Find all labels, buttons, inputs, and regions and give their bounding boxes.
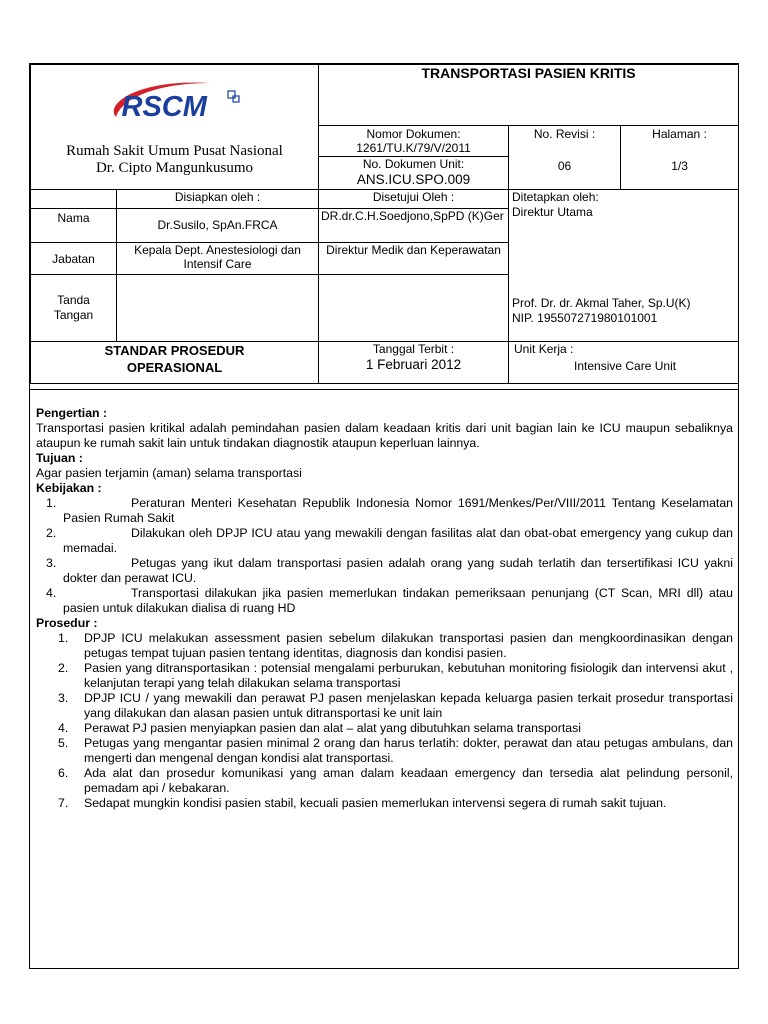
jabatan-disiapkan: Kepala Dept. Anestesiologi dan Intensif Care (117, 243, 319, 275)
jabatan-label: Jabatan (31, 243, 117, 275)
nama-disiapkan: Dr.Susilo, SpAn.FRCA (117, 209, 319, 243)
no-dokumen-unit-cell (319, 157, 509, 190)
nomor-dokumen-value: 1261/TU.K/79/V/2011 (356, 141, 471, 155)
list-item (36, 796, 733, 811)
tanda-tangan-label-line1: Tanda (57, 293, 90, 307)
kebijakan-heading: Kebijakan : (36, 481, 102, 495)
list-item-text: Petugas yang ikut dalam transportasi pasien adalah orang yang sudah terlatih dan tersertifikasi ICU yakni dokter dan perawat ICU. (63, 556, 733, 585)
list-item-number: 1. (46, 496, 57, 510)
ditetapkan-cell (509, 190, 739, 342)
ditetapkan-nip: NIP. 195507271980101001 (512, 311, 658, 325)
list-item-number: 4. (58, 721, 69, 735)
no-revisi-cell (509, 126, 621, 190)
list-item-number: 4. (46, 586, 57, 600)
document-page (29, 63, 739, 969)
halaman-label: Halaman : (652, 127, 707, 141)
list-item-text: Peraturan Menteri Kesehatan Republik Indonesia Nomor 1691/Menkes/Per/VIII/2011 Tentang Keselamatan Pasien Rumah Sakit (63, 496, 733, 525)
prosedur-list (36, 631, 733, 811)
list-item-text: Pasien yang ditransportasikan : potensial mengalami perburukan, kebutuhan monitoring fisiologik dan intervensi akut , kelanjutan terapi yang telah dilakukan selama transportasi (84, 661, 733, 690)
disiapkan-label: Disiapkan oleh : (117, 190, 319, 209)
tujuan-heading: Tujuan : (36, 451, 83, 465)
list-item (36, 766, 733, 796)
list-item (36, 526, 733, 556)
disetujui-label: Disetujui Oleh : (319, 190, 509, 209)
tanda-tangan-disetujui (319, 275, 509, 342)
unit-kerja-label: Unit Kerja : (514, 342, 574, 356)
unit-kerja-value: Intensive Care Unit (574, 359, 677, 373)
document-title: TRANSPORTASI PASIEN KRITIS (319, 65, 739, 126)
header-separator-line (30, 389, 738, 390)
list-item-number: 2. (46, 526, 57, 540)
hospital-name (33, 143, 316, 177)
list-item-text: Transportasi dilakukan jika pasien memerlukan tindakan pemeriksaan penunjang (CT Scan, MRI dll) atau pasien untuk dilakukan dialisa di ruang HD (63, 586, 733, 615)
tujuan-text: Agar pasien terjamin (aman) selama transportasi (36, 466, 302, 480)
list-item-number: 6. (58, 766, 69, 780)
list-item-text: Petugas yang mengantar pasien minimal 2 orang dan harus terlatih: dokter, perawat dan atau petugas ambulans, dan mengerti dan mengenal dengan kondisi alat transportasi. (84, 736, 733, 765)
list-item (36, 691, 733, 721)
kebijakan-list (36, 496, 733, 616)
ditetapkan-jabatan: Direktur Utama (512, 205, 593, 219)
tanggal-terbit-cell (319, 342, 509, 384)
sop-title-cell (31, 342, 319, 384)
list-item (36, 661, 733, 691)
list-item-number: 1. (58, 631, 69, 645)
list-item (36, 496, 733, 526)
ditetapkan-nama: Prof. Dr. dr. Akmal Taher, Sp.U(K) (512, 296, 691, 310)
sop-title-line1: STANDAR PROSEDUR (104, 343, 245, 358)
pengertian-heading: Pengertian : (36, 406, 108, 420)
tanda-tangan-label (31, 275, 117, 342)
tanda-tangan-disiapkan (117, 275, 319, 342)
document-header-table (30, 64, 739, 384)
list-item (36, 631, 733, 661)
rscm-logo (100, 73, 250, 133)
list-item-number: 2. (58, 661, 69, 675)
pengertian-text: Transportasi pasien kritikal adalah pemindahan pasien dalam keadaan kritis dari unit bagian lain ke ICU maupun sebaliknya ataupun ke rumah sakit lain untuk tindakan diagnostik ataupun keperluan lainnya. (36, 421, 733, 450)
list-item-text: Sedapat mungkin kondisi pasien stabil, kecuali pasien memerlukan intervensi segera di rumah sakit tujuan. (84, 796, 667, 810)
ditetapkan-signatory (512, 296, 691, 326)
logo-text: RSCM (121, 91, 207, 123)
nama-disetujui: DR.dr.C.H.Soedjono,SpPD (K)Ger (319, 209, 509, 243)
halaman-value: 1/3 (671, 159, 688, 173)
no-dokumen-unit-value: ANS.ICU.SPO.009 (356, 172, 471, 187)
no-dokumen-unit-label: No. Dokumen Unit: (362, 157, 465, 171)
nomor-dokumen-cell (319, 126, 509, 157)
list-item-number: 3. (46, 556, 57, 570)
no-revisi-value: 06 (557, 159, 572, 173)
hospital-name-line2: Dr. Cipto Mangunkusumo (95, 160, 254, 176)
sop-title-line2: OPERASIONAL (126, 360, 223, 375)
logo-cell (31, 65, 319, 190)
nama-label: Nama (31, 209, 117, 243)
list-item-text: Dilakukan oleh DPJP ICU atau yang mewakili dengan fasilitas alat dan obat-obat emergency yang cukup dan memadai. (63, 526, 733, 555)
list-item-text: Perawat PJ pasien menyiapkan pasien dan alat – alat yang dibutuhkan selama transportasi (84, 721, 581, 735)
list-item (36, 556, 733, 586)
hospital-name-line1: Rumah Sakit Umum Pusat Nasional (66, 143, 283, 159)
list-item (36, 586, 733, 616)
tanggal-terbit-value: 1 Februari 2012 (365, 357, 462, 372)
nomor-dokumen-label: Nomor Dokumen: (366, 127, 461, 141)
document-body (36, 406, 733, 811)
list-item-number: 3. (58, 691, 69, 705)
jabatan-disetujui: Direktur Medik dan Keperawatan (319, 243, 509, 275)
list-item (36, 721, 733, 736)
list-item-number: 7. (58, 796, 69, 810)
list-item-text: DPJP ICU / yang mewakili dan perawat PJ pasen menjelaskan kepada keluarga pasien terkait prosedur transportasi yang dilakukan dan alasan pasien untuk ditransportasi ke unit lain (84, 691, 733, 720)
list-item (36, 736, 733, 766)
no-revisi-label: No. Revisi : (533, 127, 596, 141)
list-item-text: DPJP ICU melakukan assessment pasien sebelum dilakukan transportasi pasien dan mengkoordinasikan dengan petugas tempat tujuan pasien tentang identitas, diagnosis dan kondisi pasien. (84, 631, 733, 660)
list-item-text: Ada alat dan prosedur komunikasi yang aman dalam keadaan emergency dan tersedia alat pelindung personil, pemadam api / kebakaran. (84, 766, 733, 795)
prosedur-heading: Prosedur : (36, 616, 98, 630)
blank-label-cell (31, 190, 117, 209)
tanda-tangan-label-line2: Tangan (53, 308, 94, 322)
halaman-cell (621, 126, 739, 190)
unit-kerja-cell (509, 342, 739, 384)
ditetapkan-label: Ditetapkan oleh: (512, 190, 599, 204)
list-item-number: 5. (58, 736, 69, 750)
tanggal-terbit-label: Tanggal Terbit : (372, 342, 455, 356)
